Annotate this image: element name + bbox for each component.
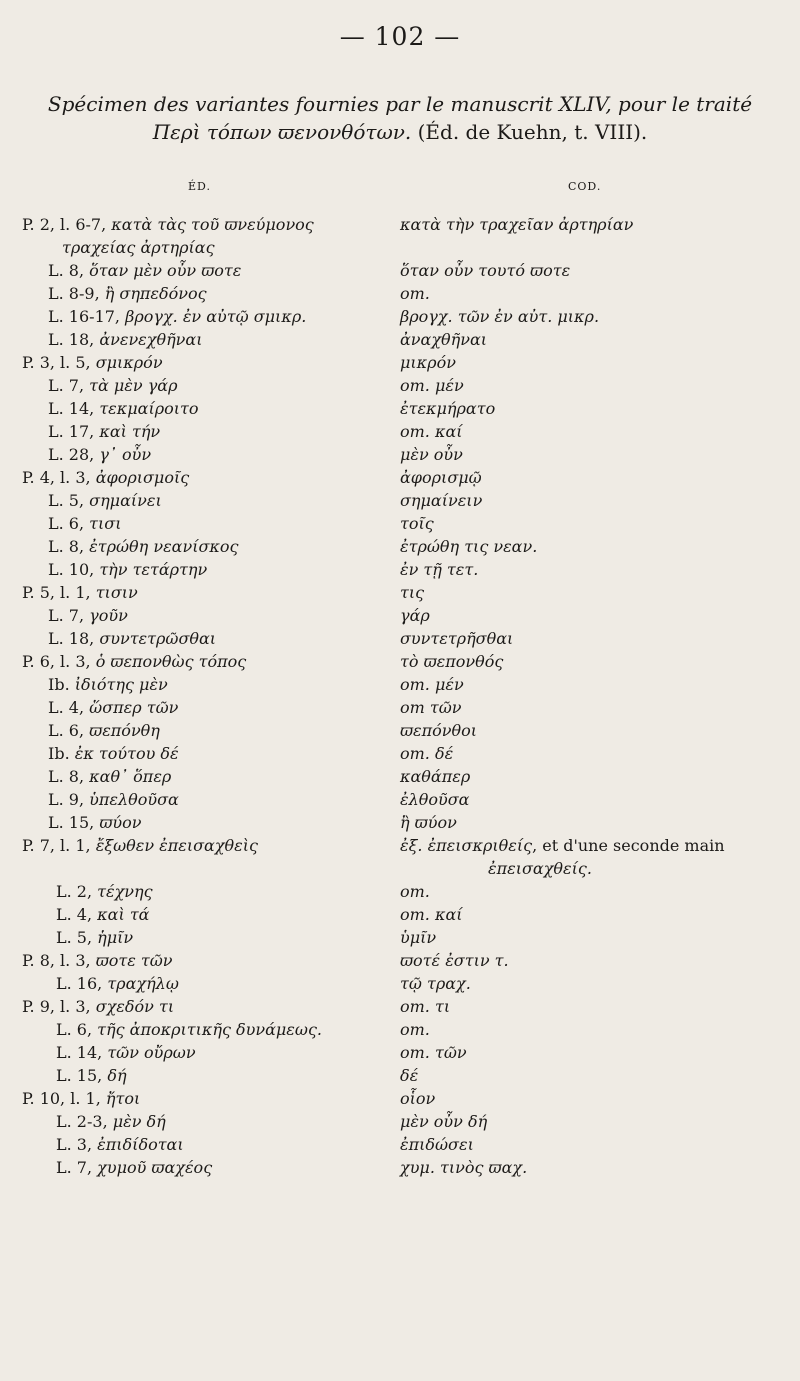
ed-reading (56, 1064, 127, 1087)
line-reference: L. 8, (48, 537, 90, 556)
ed-reading (56, 1156, 212, 1179)
table-row (0, 926, 800, 949)
ed-text: γ᾽ οὖν (99, 445, 152, 464)
table-row (0, 512, 800, 535)
ed-text: τέχνης (97, 882, 153, 901)
line-reference: L. 9, (48, 790, 90, 809)
ed-reading (56, 1110, 166, 1133)
ed-text: ἀνενεχθῆναι (99, 330, 203, 349)
ed-reading (22, 213, 314, 259)
ed-text: καὶ τά (97, 905, 150, 924)
cod-reading (400, 259, 570, 282)
ed-reading (48, 512, 121, 535)
ed-reading (56, 1133, 184, 1156)
line-reference: L. 10, (48, 560, 100, 579)
title-edition: (Éd. de Kuehn, t. VIII). (417, 120, 648, 144)
cod-reading (400, 351, 456, 374)
cod-reading (400, 604, 430, 627)
ed-text: ὥσπερ τῶν (89, 698, 179, 717)
cod-reading (400, 1041, 467, 1064)
cod-reading (400, 282, 430, 305)
ed-reading (22, 1087, 140, 1110)
header-ed: ÉD. (188, 180, 211, 193)
column-headers (0, 180, 800, 198)
table-row (0, 604, 800, 627)
ed-reading (22, 995, 174, 1018)
table-row (0, 995, 800, 1018)
ed-text: συντετρῶσθαι (99, 629, 217, 648)
ed-reading (48, 282, 207, 305)
line-reference: Ib. (48, 675, 75, 694)
cod-reading (400, 397, 495, 420)
line-reference: L. 28, (48, 445, 100, 464)
ed-reading (22, 581, 138, 604)
line-reference: L. 18, (48, 629, 100, 648)
ed-text: ϖοτε τῶν (95, 951, 173, 970)
line-reference: L. 7, (56, 1158, 98, 1177)
table-row (0, 466, 800, 489)
line-reference: L. 2-3, (56, 1112, 113, 1131)
line-reference: L. 4, (48, 698, 90, 717)
ed-text: τραχήλῳ (107, 974, 179, 993)
cod-reading (400, 1064, 418, 1087)
line-reference: P. 7, l. 1, (22, 836, 96, 855)
page-number: — 102 — (339, 22, 461, 51)
cod-text: οἷον (400, 1089, 436, 1108)
table-row (0, 1133, 800, 1156)
cod-reading (400, 420, 463, 443)
table-row (0, 1156, 800, 1179)
cod-reading (400, 535, 537, 558)
ed-text: ϖεπόνθη (89, 721, 160, 740)
cod-reading (400, 834, 725, 880)
cod-reading (400, 765, 470, 788)
line-reference: L. 6, (48, 514, 90, 533)
ed-text: τὰ μὲν γάρ (89, 376, 178, 395)
cod-text: om. (400, 1020, 430, 1039)
line-reference: L. 3, (56, 1135, 98, 1154)
cod-text: om. μέν (400, 675, 464, 694)
table-row (0, 696, 800, 719)
line-reference: L. 14, (48, 399, 100, 418)
line-reference: P. 9, l. 3, (22, 997, 96, 1016)
line-reference: L. 2, (56, 882, 98, 901)
table-row (0, 742, 800, 765)
ed-text: ἰδιότης μὲν (74, 675, 168, 694)
cod-text: τὸ ϖεπονθός (400, 652, 504, 671)
table-row (0, 765, 800, 788)
cod-reading (400, 926, 436, 949)
line-reference: P. 5, l. 1, (22, 583, 96, 602)
cod-text-continued: ἐπεισαχθείς. (488, 859, 592, 878)
cod-reading (400, 1156, 527, 1179)
table-row (0, 1087, 800, 1110)
header-cod: COD. (568, 180, 602, 193)
ed-text: κατὰ τὰς τοῦ ϖνεύμονος (111, 215, 314, 234)
cod-text: om. μέν (400, 376, 464, 395)
cod-text: ἀφορισμῷ (400, 468, 482, 487)
cod-text: τις (400, 583, 425, 602)
table-row (0, 788, 800, 811)
cod-reading (400, 972, 471, 995)
cod-text: μὲν οὖν δή (400, 1112, 488, 1131)
ed-reading (48, 305, 306, 328)
cod-reading (400, 558, 478, 581)
ed-text: βρογχ. ἐν αὐτῷ σμικρ. (125, 307, 307, 326)
cod-text: om τῶν (400, 698, 462, 717)
cod-text: om. (400, 284, 430, 303)
ed-reading (48, 696, 178, 719)
ed-reading (48, 558, 207, 581)
cod-text: τοῖς (400, 514, 434, 533)
cod-note: , et d'une seconde main (532, 836, 725, 855)
ed-reading (48, 420, 160, 443)
line-reference: L. 14, (56, 1043, 108, 1062)
cod-text: ἐν τῇ τετ. (400, 560, 479, 579)
cod-text: μικρόν (400, 353, 456, 372)
cod-reading (400, 305, 599, 328)
ed-reading (56, 903, 149, 926)
cod-text: ὅταν οὖν τουτό ϖοτε (400, 261, 571, 280)
line-reference: L. 15, (56, 1066, 108, 1085)
ed-text: τισι (89, 514, 122, 533)
table-row (0, 535, 800, 558)
ed-reading (48, 627, 216, 650)
cod-reading (400, 880, 430, 903)
line-reference: L. 6, (48, 721, 90, 740)
table-row (0, 949, 800, 972)
line-reference: P. 4, l. 3, (22, 468, 96, 487)
cod-text: om. καί (400, 905, 463, 924)
ed-reading (48, 719, 160, 742)
cod-reading (400, 811, 457, 834)
ed-text: τεκμαίροιτο (99, 399, 199, 418)
table-row (0, 1110, 800, 1133)
cod-reading (400, 213, 633, 236)
line-reference: L. 8, (48, 261, 90, 280)
table-row (0, 420, 800, 443)
cod-reading (400, 949, 509, 972)
table-row (0, 650, 800, 673)
ed-text: τῶν οὔρων (107, 1043, 196, 1062)
ed-text: σημαίνει (89, 491, 162, 510)
ed-text: μὲν δή (112, 1112, 166, 1131)
table-row (0, 581, 800, 604)
line-reference: L. 7, (48, 606, 90, 625)
ed-reading (48, 765, 171, 788)
line-reference: L. 7, (48, 376, 90, 395)
line-reference: L. 5, (48, 491, 90, 510)
cod-reading (400, 788, 469, 811)
line-reference: L. 5, (56, 928, 98, 947)
cod-text: ἢ ϖύον (400, 813, 457, 832)
ed-text: ἐπιδίδοται (97, 1135, 184, 1154)
ed-reading (56, 972, 179, 995)
cod-reading (400, 719, 477, 742)
table-row (0, 305, 800, 328)
table-row (0, 351, 800, 374)
cod-text: ὑμῖν (400, 928, 437, 947)
table-row (0, 972, 800, 995)
ed-text: καθ᾽ ὅπερ (89, 767, 172, 786)
variants-table (0, 213, 800, 1179)
line-reference: P. 6, l. 3, (22, 652, 96, 671)
ed-reading (48, 811, 141, 834)
ed-reading (48, 259, 241, 282)
ed-text: ὁ ϖεπονθὼς τόπος (95, 652, 247, 671)
cod-text: συντετρῆσθαι (400, 629, 514, 648)
ed-reading (22, 834, 258, 857)
cod-reading (400, 995, 450, 1018)
cod-text: τῷ τραχ. (400, 974, 471, 993)
line-reference: L. 4, (56, 905, 98, 924)
ed-text: ἤτοι (105, 1089, 141, 1108)
ed-reading (22, 351, 163, 374)
title-greek: Περὶ τόπων ϖενονθότων. (152, 120, 412, 144)
ed-text: ὅταν μὲν οὖν ϖοτε (89, 261, 242, 280)
ed-reading (56, 880, 153, 903)
cod-reading (400, 673, 464, 696)
line-reference: L. 17, (48, 422, 100, 441)
cod-reading (400, 696, 462, 719)
cod-text: καθάπερ (400, 767, 471, 786)
ed-reading (48, 328, 202, 351)
table-row (0, 1064, 800, 1087)
ed-reading (56, 926, 133, 949)
cod-reading (400, 443, 463, 466)
line-reference: P. 10, l. 1, (22, 1089, 106, 1108)
table-row (0, 1041, 800, 1064)
table-row (0, 811, 800, 834)
table-row (0, 397, 800, 420)
cod-reading (400, 627, 513, 650)
table-row (0, 673, 800, 696)
cod-reading (400, 650, 503, 673)
cod-text: σημαίνειν (400, 491, 483, 510)
ed-text: ἡμῖν (97, 928, 134, 947)
line-reference: L. 16, (56, 974, 108, 993)
cod-text: βρογχ. τῶν ἐν αὐτ. μικρ. (400, 307, 600, 326)
ed-text: δή (107, 1066, 127, 1085)
cod-text: om. δέ (400, 744, 454, 763)
title-line-1: Spécimen des variantes fournies par le manuscrit XLIV, pour le traité (47, 92, 753, 116)
ed-reading (22, 466, 189, 489)
table-row (0, 489, 800, 512)
line-reference: L. 16-17, (48, 307, 126, 326)
ed-text-continued: τραχείας ἀρτηρίας (62, 238, 215, 257)
cod-text: om. τι (400, 997, 451, 1016)
table-row (0, 627, 800, 650)
line-reference: Ib. (48, 744, 75, 763)
line-reference: P. 2, l. 6-7, (22, 215, 112, 234)
line-reference: L. 8-9, (48, 284, 105, 303)
ed-reading (22, 650, 246, 673)
cod-reading (400, 374, 464, 397)
ed-reading (48, 489, 162, 512)
ed-text: ἢ σηπεδόνος (104, 284, 207, 303)
ed-text: γοῦν (89, 606, 128, 625)
cod-reading (400, 742, 453, 765)
ed-text: ἐκ τούτου δέ (74, 744, 179, 763)
ed-text: ἐτρώθη νεανίσκος (89, 537, 239, 556)
cod-text: δέ (400, 1066, 419, 1085)
ed-reading (56, 1041, 196, 1064)
cod-text: om. (400, 882, 430, 901)
cod-text: ἐξ. ἐπεισκριθείς (400, 836, 533, 855)
ed-text: τισιν (95, 583, 138, 602)
cod-reading (400, 489, 482, 512)
cod-text: γάρ (400, 606, 430, 625)
ed-reading (48, 673, 168, 696)
page-title (40, 90, 760, 146)
ed-reading (48, 443, 151, 466)
cod-text: ἐπιδώσει (400, 1135, 474, 1154)
ed-text: χυμοῦ ϖαχέος (97, 1158, 213, 1177)
cod-reading (400, 466, 482, 489)
line-reference: P. 3, l. 5, (22, 353, 96, 372)
ed-text: σχεδόν τι (95, 997, 175, 1016)
cod-reading (400, 512, 434, 535)
table-row (0, 259, 800, 282)
cod-text: μὲν οὖν (400, 445, 463, 464)
ed-reading (48, 788, 179, 811)
cod-text: ἐτεκμήρατο (400, 399, 496, 418)
cod-reading (400, 328, 487, 351)
table-row (0, 719, 800, 742)
table-row (0, 328, 800, 351)
cod-reading (400, 1087, 435, 1110)
cod-reading (400, 903, 463, 926)
ed-reading (48, 535, 238, 558)
line-reference: L. 6, (56, 1020, 98, 1039)
ed-reading (22, 949, 173, 972)
ed-text: τὴν τετάρτην (99, 560, 208, 579)
ed-text: ἔξωθεν ἐπεισαχθεὶς (95, 836, 258, 855)
table-row (0, 213, 800, 259)
ed-reading (48, 397, 199, 420)
cod-text: ἐλθοῦσα (400, 790, 470, 809)
ed-text: τῆς ἀποκριτικῆς δυνάμεως. (97, 1020, 322, 1039)
cod-reading (400, 1110, 487, 1133)
cod-reading (400, 1018, 430, 1041)
cod-reading (400, 1133, 474, 1156)
table-row (0, 558, 800, 581)
ed-text: ἀφορισμοῖς (95, 468, 190, 487)
table-row (0, 1018, 800, 1041)
ed-reading (48, 374, 177, 397)
cod-text: χυμ. τινὸς ϖαχ. (400, 1158, 528, 1177)
line-reference: P. 8, l. 3, (22, 951, 96, 970)
table-row (0, 834, 800, 880)
ed-reading (48, 604, 128, 627)
line-reference: L. 15, (48, 813, 100, 832)
table-row (0, 282, 800, 305)
table-row (0, 880, 800, 903)
cod-text: ϖοτέ ἐστιν τ. (400, 951, 509, 970)
line-reference: L. 8, (48, 767, 90, 786)
table-row (0, 903, 800, 926)
table-row (0, 374, 800, 397)
ed-text: ὑπελθοῦσα (89, 790, 179, 809)
cod-text: ϖεπόνθοι (400, 721, 478, 740)
ed-reading (56, 1018, 322, 1041)
cod-text: om. καί (400, 422, 463, 441)
line-reference: L. 18, (48, 330, 100, 349)
ed-text: ϖύον (99, 813, 142, 832)
title-line-2 (40, 118, 760, 146)
table-row (0, 443, 800, 466)
cod-text: κατὰ τὴν τραχεῖαν ἀρτηρίαν (400, 215, 634, 234)
ed-text: σμικρόν (95, 353, 163, 372)
cod-reading (400, 581, 424, 604)
ed-reading (48, 742, 179, 765)
cod-text: om. τῶν (400, 1043, 467, 1062)
cod-text: ἐτρώθη τις νεαν. (400, 537, 538, 556)
cod-text: ἀναχθῆναι (400, 330, 488, 349)
ed-text: καὶ τήν (99, 422, 161, 441)
